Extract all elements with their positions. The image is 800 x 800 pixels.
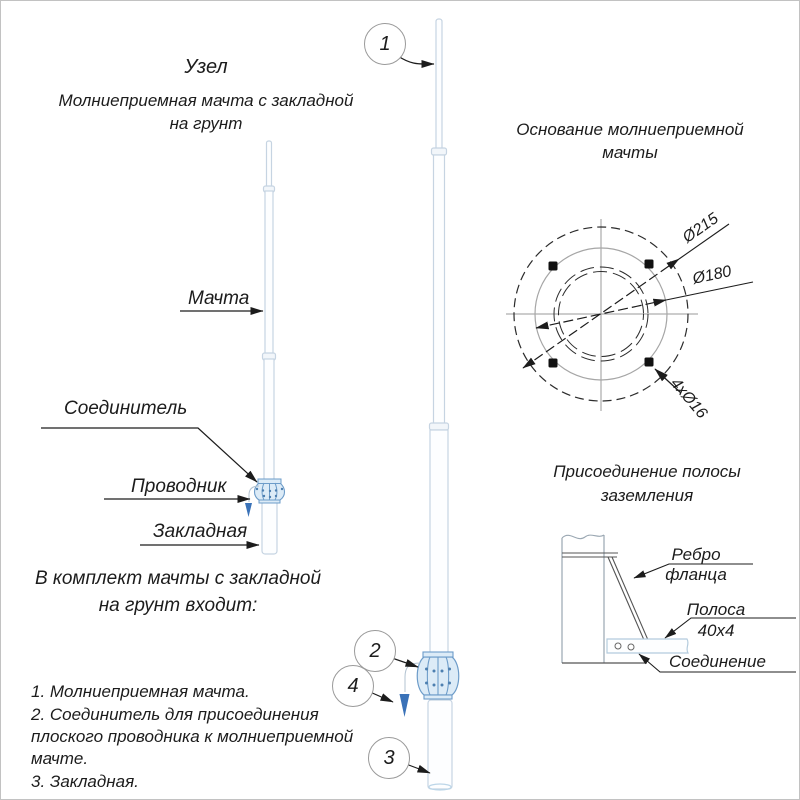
flange-view	[506, 219, 753, 411]
callout-1-number: 1	[379, 32, 391, 55]
kit-heading-line2: на грунт входит:	[98, 595, 258, 616]
base-view-title-line2: мачты	[602, 143, 658, 162]
kit-item-1: 1. Молниеприемная мачта.	[31, 682, 250, 701]
dim-outer-diameter: Ø215	[679, 210, 722, 247]
label-connector: Соединитель	[64, 398, 188, 419]
label-conductor: Проводник	[131, 476, 227, 497]
dim-bolt-circle-diameter: Ø180	[691, 263, 733, 288]
grounding-title-line2: заземления	[600, 486, 694, 505]
callout-4	[332, 665, 374, 707]
label-joint: Соединение	[669, 652, 766, 671]
page-subtitle-line1: Молниеприемная мачта с закладной	[58, 91, 354, 110]
base-view-title-line1: Основание молниеприемной	[516, 120, 744, 139]
callout-2-number: 2	[369, 639, 381, 662]
label-strip-line1: Полоса	[686, 600, 746, 619]
page-subtitle-line2: на грунт	[169, 114, 243, 133]
callout-3-number: 3	[383, 746, 395, 769]
page-title: Узел	[184, 56, 228, 78]
label-mast: Мачта	[188, 288, 250, 309]
kit-item-3: 3. Закладная.	[31, 772, 139, 791]
kit-item-2: 2. Соединитель для присоединения плоского проводника к молниеприемной мачте.	[31, 705, 354, 768]
central-conductor-arrow	[400, 694, 410, 717]
kit-items-list	[31, 681, 381, 794]
label-rib-line1: Ребро	[671, 545, 721, 564]
callout-1	[364, 23, 406, 65]
dim-holes: 4xØ16	[666, 375, 711, 423]
label-strip-line2: 40x4	[697, 621, 735, 640]
callout-3	[368, 737, 410, 779]
label-embed: Закладная	[153, 521, 248, 542]
left-conductor-arrow	[245, 503, 252, 517]
kit-heading-line1: В комплект мачты с закладной	[34, 568, 322, 589]
grounding-title-line1: Присоединение полосы	[553, 462, 741, 481]
callout-4-number: 4	[347, 674, 359, 697]
label-rib-line2: фланца	[665, 565, 727, 584]
